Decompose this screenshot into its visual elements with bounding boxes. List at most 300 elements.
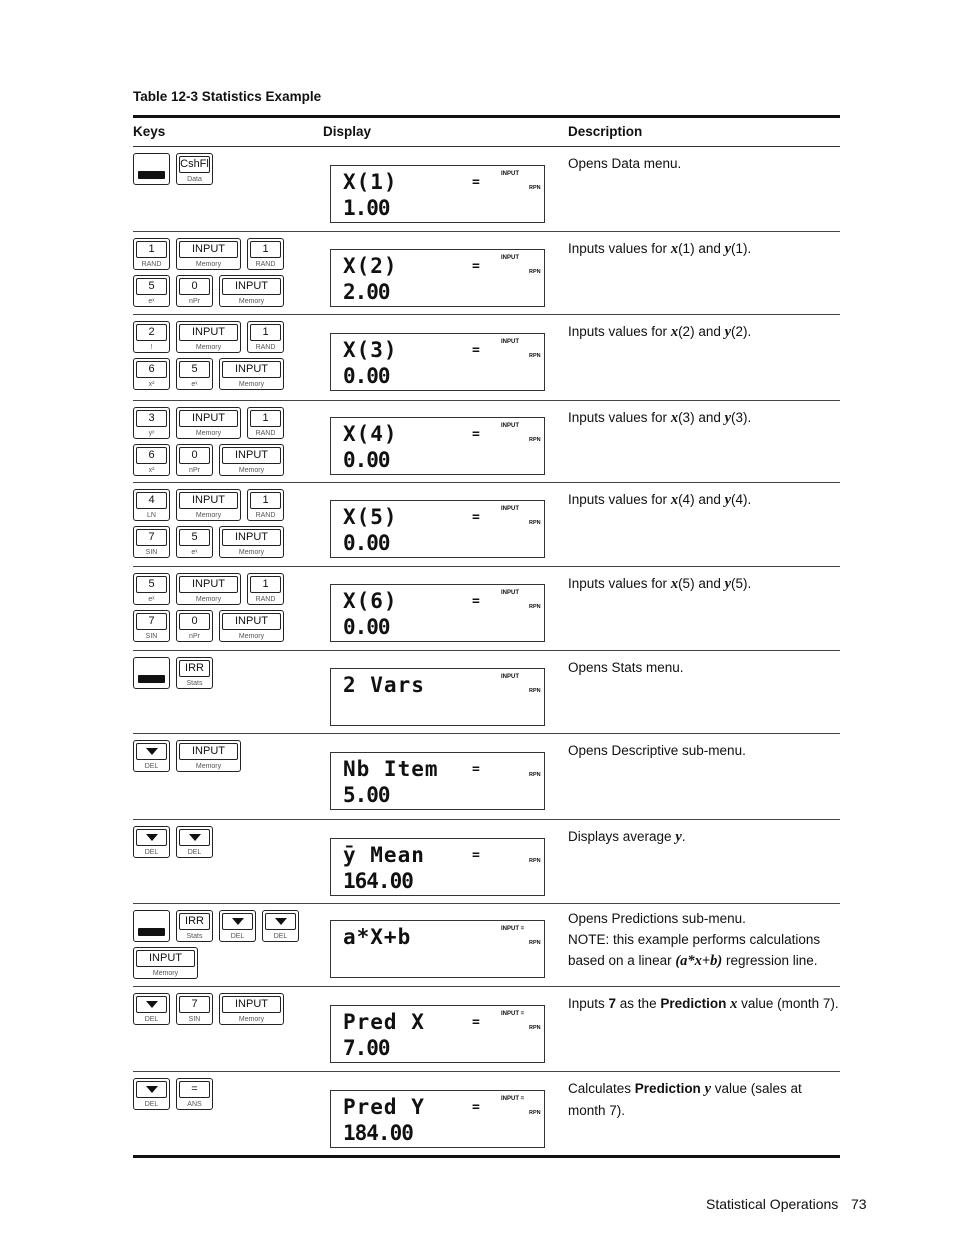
shift-bar-icon: [138, 928, 165, 936]
rpn-annunciator: RPN: [529, 437, 541, 443]
key-sequence-line: [133, 526, 284, 558]
key-secondary-label: DEL: [144, 1016, 159, 1023]
down-arrow-key[interactable]: [176, 826, 213, 858]
shift-key[interactable]: [133, 910, 170, 942]
key-secondary-label: nPr: [189, 633, 200, 640]
key-primary-label: INPUT: [222, 996, 281, 1013]
key-secondary-label: DEL: [273, 933, 288, 940]
display-equals-sign: =: [472, 427, 480, 442]
key-sequence-line: [133, 993, 284, 1025]
down-arrow-icon: [189, 834, 201, 841]
key-secondary-label: SIN: [188, 1016, 201, 1023]
key-secondary-label: RAND: [255, 596, 276, 603]
calculator-key[interactable]: [176, 740, 241, 772]
down-arrow-icon: [146, 748, 158, 755]
calculator-key[interactable]: [133, 358, 170, 390]
key-primary-label: INPUT: [222, 361, 281, 378]
rpn-annunciator: RPN: [529, 940, 541, 946]
variable-name: y: [724, 324, 732, 340]
display-line-2: 0.00: [343, 448, 390, 472]
key-secondary-label: eˣ: [148, 298, 155, 305]
key-sequence-line: [133, 947, 198, 979]
variable-name: y: [724, 576, 732, 592]
key-secondary-label: Memory: [195, 430, 222, 437]
display-line-2: 164.00: [343, 869, 413, 893]
rpn-annunciator: RPN: [529, 1025, 541, 1031]
description-text: (4) and: [678, 492, 725, 507]
variable-name: y: [724, 241, 732, 257]
row-description: [568, 321, 840, 343]
key-secondary-label: Memory: [238, 633, 265, 640]
key-secondary-label: Memory: [238, 298, 265, 305]
table-row: [133, 987, 840, 1072]
calculator-key[interactable]: [176, 489, 241, 521]
row-description: [568, 153, 840, 174]
display-line-2: 5.00: [343, 783, 390, 807]
key-secondary-label: eˣ: [191, 549, 198, 556]
rpn-annunciator: RPN: [529, 185, 541, 191]
key-primary-label: INPUT: [222, 529, 281, 546]
display-equals-sign: =: [472, 175, 480, 190]
shift-key[interactable]: [133, 657, 170, 689]
table-row: [133, 401, 840, 483]
table-row: [133, 483, 840, 567]
key-secondary-label: nPr: [189, 467, 200, 474]
key-secondary-label: x²: [148, 381, 155, 388]
key-secondary-label: Memory: [238, 1016, 265, 1023]
header-description: Description: [568, 124, 643, 139]
calculator-key[interactable]: [247, 407, 284, 439]
key-secondary-label: Memory: [195, 344, 222, 351]
key-secondary-label: RAND: [255, 512, 276, 519]
key-primary-label: CshFl: [179, 156, 210, 173]
calculator-display: [330, 752, 545, 810]
calculator-key[interactable]: [133, 526, 170, 558]
row-description: [568, 407, 840, 429]
key-secondary-label: RAND: [255, 344, 276, 351]
calculator-display: [330, 1005, 545, 1063]
display-line-1: Pred Y: [343, 1095, 425, 1119]
key-secondary-label: Memory: [238, 467, 265, 474]
row-description: [568, 826, 840, 848]
key-primary-label: 0: [179, 613, 210, 630]
table-row: [133, 567, 840, 651]
display-line-1: Nb Item: [343, 757, 439, 781]
key-secondary-label: Memory: [195, 596, 222, 603]
calculator-key[interactable]: [247, 321, 284, 353]
key-primary-label: INPUT: [222, 447, 281, 464]
key-face: [222, 913, 253, 930]
calculator-key[interactable]: [219, 275, 284, 307]
calculator-key[interactable]: [133, 610, 170, 642]
row-description: [568, 489, 840, 511]
key-secondary-label: Memory: [238, 549, 265, 556]
key-sequence-line: [133, 238, 284, 270]
calculator-key[interactable]: [176, 573, 241, 605]
display-equals-sign: =: [472, 343, 480, 358]
emphasis-text: Prediction: [660, 996, 731, 1011]
description-text: (1).: [731, 241, 752, 256]
table-row: [133, 734, 840, 820]
calculator-key[interactable]: [133, 238, 170, 270]
variable-name: (a*x+b): [675, 953, 723, 969]
input-annunciator: INPUT: [501, 590, 519, 596]
display-equals-sign: =: [472, 762, 480, 777]
key-primary-label: 6: [136, 361, 167, 378]
calculator-key[interactable]: [176, 275, 213, 307]
input-annunciator: INPUT: [501, 171, 519, 177]
down-arrow-icon: [146, 1086, 158, 1093]
key-sequence-line: [133, 910, 299, 942]
calculator-key[interactable]: [133, 444, 170, 476]
footer-page-number: 73: [851, 1196, 867, 1212]
display-line-1: ȳ Mean: [343, 843, 425, 867]
key-secondary-label: RAND: [141, 261, 162, 268]
key-secondary-label: nPr: [189, 298, 200, 305]
table-row: [133, 820, 840, 904]
down-arrow-key[interactable]: [133, 1078, 170, 1110]
input-annunciator: INPUT: [501, 674, 519, 680]
key-secondary-label: Memory: [238, 381, 265, 388]
variable-name: y: [724, 410, 732, 426]
calculator-display: [330, 417, 545, 475]
calculator-key[interactable]: [176, 1078, 213, 1110]
description-text: Opens Descriptive sub-menu.: [568, 743, 746, 758]
key-secondary-label: DEL: [144, 763, 159, 770]
description-text: Inputs values for: [568, 410, 671, 425]
calculator-display: [330, 165, 545, 223]
calculator-key[interactable]: [247, 573, 284, 605]
display-equals-sign: =: [472, 848, 480, 863]
display-line-1: X(4): [343, 422, 398, 446]
rpn-annunciator: RPN: [529, 353, 541, 359]
display-line-2: 184.00: [343, 1121, 413, 1145]
display-line-2: 0.00: [343, 531, 390, 555]
rpn-annunciator: RPN: [529, 688, 541, 694]
key-sequence-line: [133, 740, 241, 772]
description-text: value (month 7).: [737, 996, 839, 1011]
calculator-display: [330, 920, 545, 978]
key-secondary-label: eˣ: [191, 381, 198, 388]
emphasis-text: 7: [608, 996, 617, 1011]
display-line-1: a*X+b: [343, 925, 412, 949]
key-primary-label: 1: [250, 492, 281, 509]
table-row: [133, 147, 840, 232]
key-primary-label: 7: [136, 529, 167, 546]
variable-name: x: [670, 492, 679, 508]
calculator-key[interactable]: [133, 321, 170, 353]
key-primary-label: 5: [136, 576, 167, 593]
key-primary-label: INPUT: [179, 410, 238, 427]
description-text: Opens Stats menu.: [568, 660, 684, 675]
input-annunciator: INPUT: [501, 339, 519, 345]
calculator-key[interactable]: [176, 444, 213, 476]
key-sequence-line: [133, 573, 284, 605]
calculator-key[interactable]: [176, 657, 213, 689]
key-primary-label: 7: [179, 996, 210, 1013]
down-arrow-key[interactable]: [133, 993, 170, 1025]
table-row: [133, 315, 840, 401]
description-text: Inputs values for: [568, 324, 671, 339]
key-secondary-label: yˣ: [148, 430, 155, 437]
calculator-key[interactable]: [176, 407, 241, 439]
table-row: [133, 904, 840, 987]
table-caption: Table 12-3 Statistics Example: [133, 89, 322, 104]
display-equals-sign: =: [472, 594, 480, 609]
calculator-key[interactable]: [219, 610, 284, 642]
calculator-key[interactable]: [176, 910, 213, 942]
key-primary-label: 0: [179, 278, 210, 295]
calculator-key[interactable]: [219, 993, 284, 1025]
key-secondary-label: RAND: [255, 430, 276, 437]
rpn-annunciator: RPN: [529, 858, 541, 864]
row-description: [568, 573, 840, 595]
description-text: Displays average: [568, 829, 676, 844]
table-top-rule: [133, 115, 840, 118]
input-annunciator: INPUT: [501, 423, 519, 429]
key-primary-label: INPUT: [136, 950, 195, 967]
key-primary-label: INPUT: [179, 324, 238, 341]
shift-bar-icon: [138, 171, 165, 179]
display-line-1: X(5): [343, 505, 398, 529]
rpn-annunciator: RPN: [529, 1110, 541, 1116]
key-sequence-line: [133, 444, 284, 476]
key-primary-label: =: [179, 1081, 210, 1098]
key-primary-label: 7: [136, 613, 167, 630]
key-secondary-label: Stats: [186, 680, 203, 687]
input-annunciator: INPUT: [501, 506, 519, 512]
key-secondary-label: Memory: [195, 512, 222, 519]
table-row: [133, 1072, 840, 1155]
key-secondary-label: Stats: [186, 933, 203, 940]
display-line-2: 7.00: [343, 1036, 390, 1060]
table-row: [133, 651, 840, 734]
key-secondary-label: Data: [187, 176, 202, 183]
calculator-key[interactable]: [176, 153, 213, 185]
calculator-key[interactable]: [247, 238, 284, 270]
rpn-annunciator: RPN: [529, 520, 541, 526]
down-arrow-key[interactable]: [133, 826, 170, 858]
description-text: (3) and: [678, 410, 725, 425]
key-sequence-line: [133, 610, 284, 642]
rpn-annunciator: RPN: [529, 604, 541, 610]
display-equals-sign: =: [472, 1100, 480, 1115]
key-face: [136, 829, 167, 846]
key-face: [136, 996, 167, 1013]
key-face: [179, 829, 210, 846]
key-secondary-label: SIN: [145, 633, 158, 640]
key-secondary-label: eˣ: [148, 596, 155, 603]
key-sequence-line: [133, 275, 284, 307]
key-sequence-line: [133, 321, 284, 353]
display-line-1: X(1): [343, 170, 398, 194]
key-secondary-label: Memory: [195, 763, 222, 770]
display-equals-sign: =: [472, 259, 480, 274]
rpn-annunciator: RPN: [529, 269, 541, 275]
row-description: [568, 657, 840, 678]
description-text: (1) and: [678, 241, 725, 256]
key-primary-label: INPUT: [222, 613, 281, 630]
calculator-key[interactable]: [176, 321, 241, 353]
down-arrow-icon: [275, 918, 287, 925]
calculator-display: [330, 333, 545, 391]
description-text: Calculates: [568, 1081, 635, 1096]
key-primary-label: 1: [250, 324, 281, 341]
key-primary-label: 5: [136, 278, 167, 295]
key-secondary-label: DEL: [230, 933, 245, 940]
key-sequence-line: [133, 826, 213, 858]
down-arrow-icon: [232, 918, 244, 925]
variable-name: y: [675, 829, 682, 845]
key-primary-label: IRR: [179, 913, 210, 930]
description-text: value (sales at month 7).: [568, 1081, 802, 1118]
variable-name: y: [704, 1081, 711, 1097]
row-description: [568, 740, 840, 761]
emphasis-text: Prediction: [634, 1081, 705, 1096]
row-description: [568, 993, 840, 1015]
calculator-display: [330, 249, 545, 307]
key-primary-label: 6: [136, 447, 167, 464]
footer-section-title: Statistical Operations: [706, 1196, 839, 1212]
key-secondary-label: !: [150, 344, 153, 351]
calculator-key[interactable]: [133, 407, 170, 439]
calculator-key[interactable]: [133, 489, 170, 521]
key-primary-label: INPUT: [179, 492, 238, 509]
display-line-2: 0.00: [343, 615, 390, 639]
calculator-display: [330, 1090, 545, 1148]
calculator-key[interactable]: [133, 947, 198, 979]
calculator-display: [330, 838, 545, 896]
display-line-2: 1.00: [343, 196, 390, 220]
display-line-1: 2 Vars: [343, 673, 425, 697]
description-text: (4).: [731, 492, 752, 507]
row-description: [568, 238, 840, 260]
calculator-key[interactable]: [176, 238, 241, 270]
description-text: Opens Predictions sub-menu.: [568, 911, 746, 926]
shift-bar-icon: [138, 675, 165, 683]
variable-name: y: [724, 492, 732, 508]
display-line-1: X(6): [343, 589, 398, 613]
calculator-key[interactable]: [219, 444, 284, 476]
down-arrow-key[interactable]: [219, 910, 256, 942]
key-sequence-line: [133, 358, 284, 390]
down-arrow-icon: [146, 834, 158, 841]
key-secondary-label: LN: [147, 512, 156, 519]
key-sequence-line: [133, 153, 213, 185]
variable-name: x: [670, 324, 679, 340]
description-text: (5) and: [678, 576, 725, 591]
description-text: Inputs: [568, 996, 609, 1011]
row-description: [568, 1078, 840, 1121]
input-annunciator: INPUT =: [501, 926, 525, 932]
header-display: Display: [323, 124, 372, 139]
rpn-annunciator: RPN: [529, 772, 541, 778]
key-secondary-label: x²: [148, 467, 155, 474]
key-primary-label: 3: [136, 410, 167, 427]
description-text: (5).: [731, 576, 752, 591]
key-primary-label: 1: [250, 410, 281, 427]
variable-name: x: [670, 576, 679, 592]
key-secondary-label: Memory: [152, 970, 179, 977]
shift-key[interactable]: [133, 153, 170, 185]
key-primary-label: 2: [136, 324, 167, 341]
calculator-key[interactable]: [176, 526, 213, 558]
description-text: (2) and: [678, 324, 725, 339]
display-equals-sign: =: [472, 510, 480, 525]
description-text: Inputs values for: [568, 241, 671, 256]
table-row: [133, 232, 840, 315]
key-primary-label: IRR: [179, 660, 210, 677]
variable-name: x: [670, 241, 679, 257]
key-primary-label: 0: [179, 447, 210, 464]
key-sequence-line: [133, 1078, 213, 1110]
key-primary-label: 1: [250, 241, 281, 258]
display-line-1: X(3): [343, 338, 398, 362]
key-secondary-label: ANS: [187, 1101, 202, 1108]
key-secondary-label: DEL: [144, 849, 159, 856]
key-primary-label: 1: [250, 576, 281, 593]
display-line-2: 2.00: [343, 280, 390, 304]
input-annunciator: INPUT =: [501, 1011, 525, 1017]
calculator-key[interactable]: [133, 275, 170, 307]
down-arrow-key[interactable]: [133, 740, 170, 772]
calculator-display: [330, 500, 545, 558]
key-sequence-line: [133, 657, 213, 689]
description-text: Inputs values for: [568, 492, 671, 507]
display-equals-sign: =: [472, 1015, 480, 1030]
calculator-key[interactable]: [176, 993, 213, 1025]
key-primary-label: 1: [136, 241, 167, 258]
key-primary-label: 4: [136, 492, 167, 509]
key-face: [136, 743, 167, 760]
key-secondary-label: Memory: [195, 261, 222, 268]
key-secondary-label: SIN: [145, 549, 158, 556]
variable-name: x: [730, 996, 738, 1012]
description-text: as the: [616, 996, 661, 1011]
header-keys: Keys: [133, 124, 166, 139]
description-text: (3).: [731, 410, 752, 425]
key-primary-label: INPUT: [179, 576, 238, 593]
calculator-key[interactable]: [219, 526, 284, 558]
display-line-1: Pred X: [343, 1010, 425, 1034]
calculator-key[interactable]: [219, 358, 284, 390]
calculator-key[interactable]: [176, 358, 213, 390]
key-sequence-line: [133, 489, 284, 521]
calculator-key[interactable]: [247, 489, 284, 521]
calculator-key[interactable]: [133, 573, 170, 605]
key-secondary-label: DEL: [144, 1101, 159, 1108]
variable-name: x: [670, 410, 679, 426]
input-annunciator: INPUT =: [501, 1096, 525, 1102]
display-line-2: 0.00: [343, 364, 390, 388]
row-description: [568, 908, 840, 972]
key-secondary-label: RAND: [255, 261, 276, 268]
description-text: .: [681, 829, 686, 844]
input-annunciator: INPUT: [501, 255, 519, 261]
calculator-key[interactable]: [176, 610, 213, 642]
key-primary-label: 5: [179, 529, 210, 546]
key-primary-label: INPUT: [179, 743, 238, 760]
display-line-1: X(2): [343, 254, 398, 278]
key-primary-label: 5: [179, 361, 210, 378]
description-text: regression line.: [722, 953, 818, 968]
key-primary-label: INPUT: [222, 278, 281, 295]
description-text: Inputs values for: [568, 576, 671, 591]
down-arrow-key[interactable]: [262, 910, 299, 942]
key-sequence-line: [133, 407, 284, 439]
calculator-display: [330, 668, 545, 726]
description-text: NOTE: this example performs calculations based on a linear: [568, 932, 821, 968]
